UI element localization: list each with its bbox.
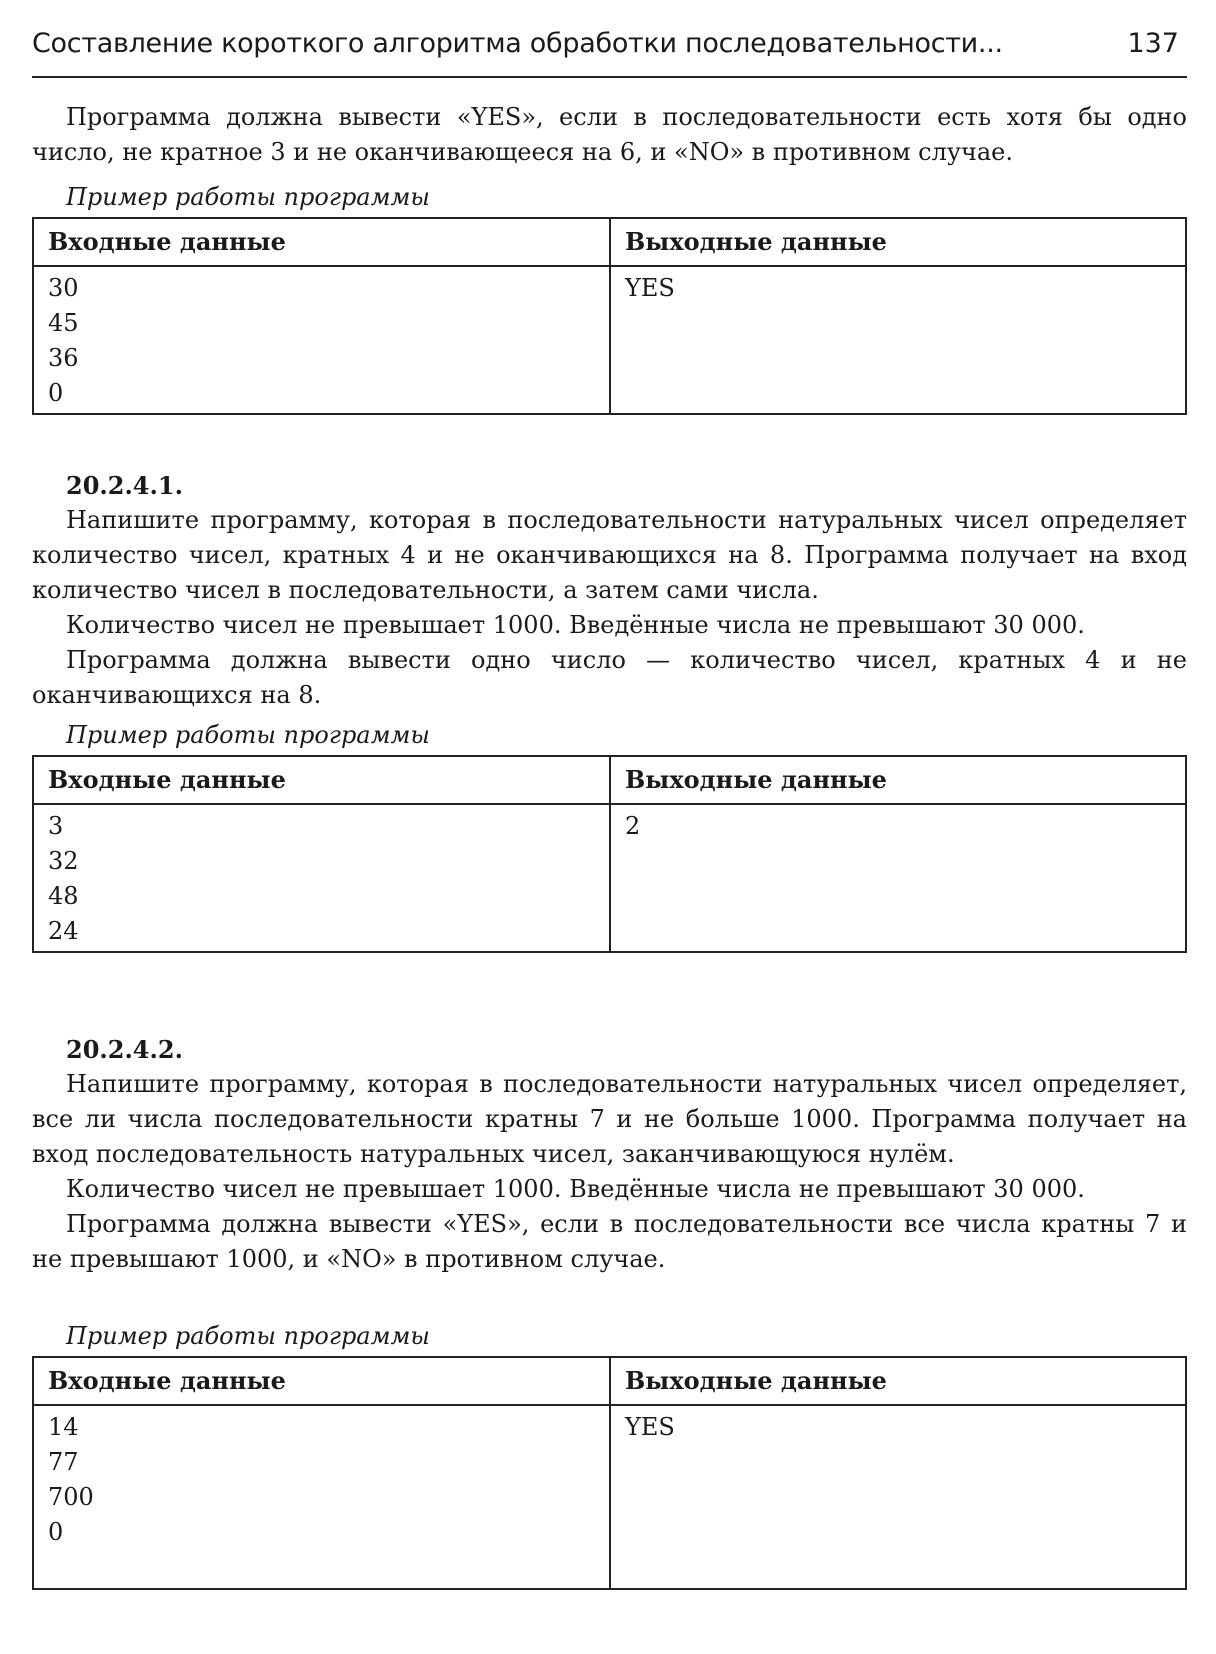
output-header: Выходные данные bbox=[610, 756, 1186, 804]
input-header: Входные данные bbox=[33, 1357, 610, 1405]
input-line: 700 bbox=[48, 1483, 94, 1511]
example-block-0 bbox=[32, 181, 1187, 415]
input-header: Входные данные bbox=[33, 218, 610, 266]
task-block-1 bbox=[32, 1032, 1187, 1277]
task-number: 20.2.4.2. bbox=[66, 1035, 183, 1064]
output-header: Выходные данные bbox=[610, 1357, 1186, 1405]
sample-table bbox=[32, 1356, 1187, 1590]
input-line: 14 bbox=[48, 1413, 79, 1441]
task-paragraph: Количество чисел не превышает 1000. Введённые числа не превышают 30 000. bbox=[66, 611, 1085, 639]
header-title: Составление короткого алгоритма обработки последовательности... bbox=[32, 28, 1003, 59]
intro-paragraph: Программа должна вывести «YES», если в последовательности есть хотя бы одно число, не кратное 3 и не оканчивающееся на 6, и «NO» в противном случае. bbox=[32, 103, 1187, 166]
output-cell bbox=[610, 1405, 1186, 1589]
input-line: 3 bbox=[48, 812, 64, 840]
input-line: 24 bbox=[48, 917, 79, 945]
sample-caption: Пример работы программы bbox=[66, 721, 430, 749]
table-row bbox=[33, 804, 1186, 952]
output-value: YES bbox=[625, 1413, 675, 1441]
input-cell bbox=[33, 804, 610, 952]
input-line: 48 bbox=[48, 882, 79, 910]
intro-block bbox=[32, 100, 1187, 170]
table-row bbox=[33, 266, 1186, 414]
input-line: 45 bbox=[48, 309, 79, 337]
example-block-2 bbox=[32, 1320, 1187, 1590]
sample-table bbox=[32, 755, 1187, 953]
example-block-1 bbox=[32, 719, 1187, 953]
table-row bbox=[33, 1405, 1186, 1589]
output-cell bbox=[610, 804, 1186, 952]
task-number: 20.2.4.1. bbox=[66, 471, 183, 500]
table-header-row bbox=[33, 218, 1186, 266]
output-value: YES bbox=[625, 274, 675, 302]
input-cell bbox=[33, 1405, 610, 1589]
page-number: 137 bbox=[1127, 28, 1179, 59]
input-line: 77 bbox=[48, 1448, 79, 1476]
input-header: Входные данные bbox=[33, 756, 610, 804]
task-paragraph: Программа должна вывести «YES», если в последовательности все числа кратны 7 и не превышают 1000, и «NO» в противном случае. bbox=[32, 1210, 1187, 1273]
input-line: 30 bbox=[48, 274, 79, 302]
running-header bbox=[32, 26, 1187, 78]
sample-caption: Пример работы программы bbox=[66, 1322, 430, 1350]
output-header: Выходные данные bbox=[610, 218, 1186, 266]
input-line: 0 bbox=[48, 379, 64, 407]
input-line: 36 bbox=[48, 344, 79, 372]
task-paragraph: Напишите программу, которая в последовательности натуральных чисел определяет количество чисел, кратных 4 и не оканчивающихся на 8. Программа получает на вход количество чисел в последовательности, а затем сами числа. bbox=[32, 506, 1187, 604]
input-line: 0 bbox=[48, 1518, 64, 1546]
sample-table bbox=[32, 217, 1187, 415]
output-cell bbox=[610, 266, 1186, 414]
task-paragraph: Программа должна вывести одно число — количество чисел, кратных 4 и не оканчивающихся на 8. bbox=[32, 646, 1187, 709]
task-block-0 bbox=[32, 468, 1187, 713]
sample-caption: Пример работы программы bbox=[66, 183, 430, 211]
task-paragraph: Количество чисел не превышает 1000. Введённые числа не превышают 30 000. bbox=[66, 1175, 1085, 1203]
input-cell bbox=[33, 266, 610, 414]
table-header-row bbox=[33, 756, 1186, 804]
input-line: 32 bbox=[48, 847, 79, 875]
task-paragraph: Напишите программу, которая в последовательности натуральных чисел определяет, все ли числа последовательности кратны 7 и не больше 1000. Программа получает на вход последовательность натуральных чисел, заканчивающуюся нулём. bbox=[32, 1070, 1187, 1168]
output-value: 2 bbox=[625, 812, 641, 840]
table-header-row bbox=[33, 1357, 1186, 1405]
